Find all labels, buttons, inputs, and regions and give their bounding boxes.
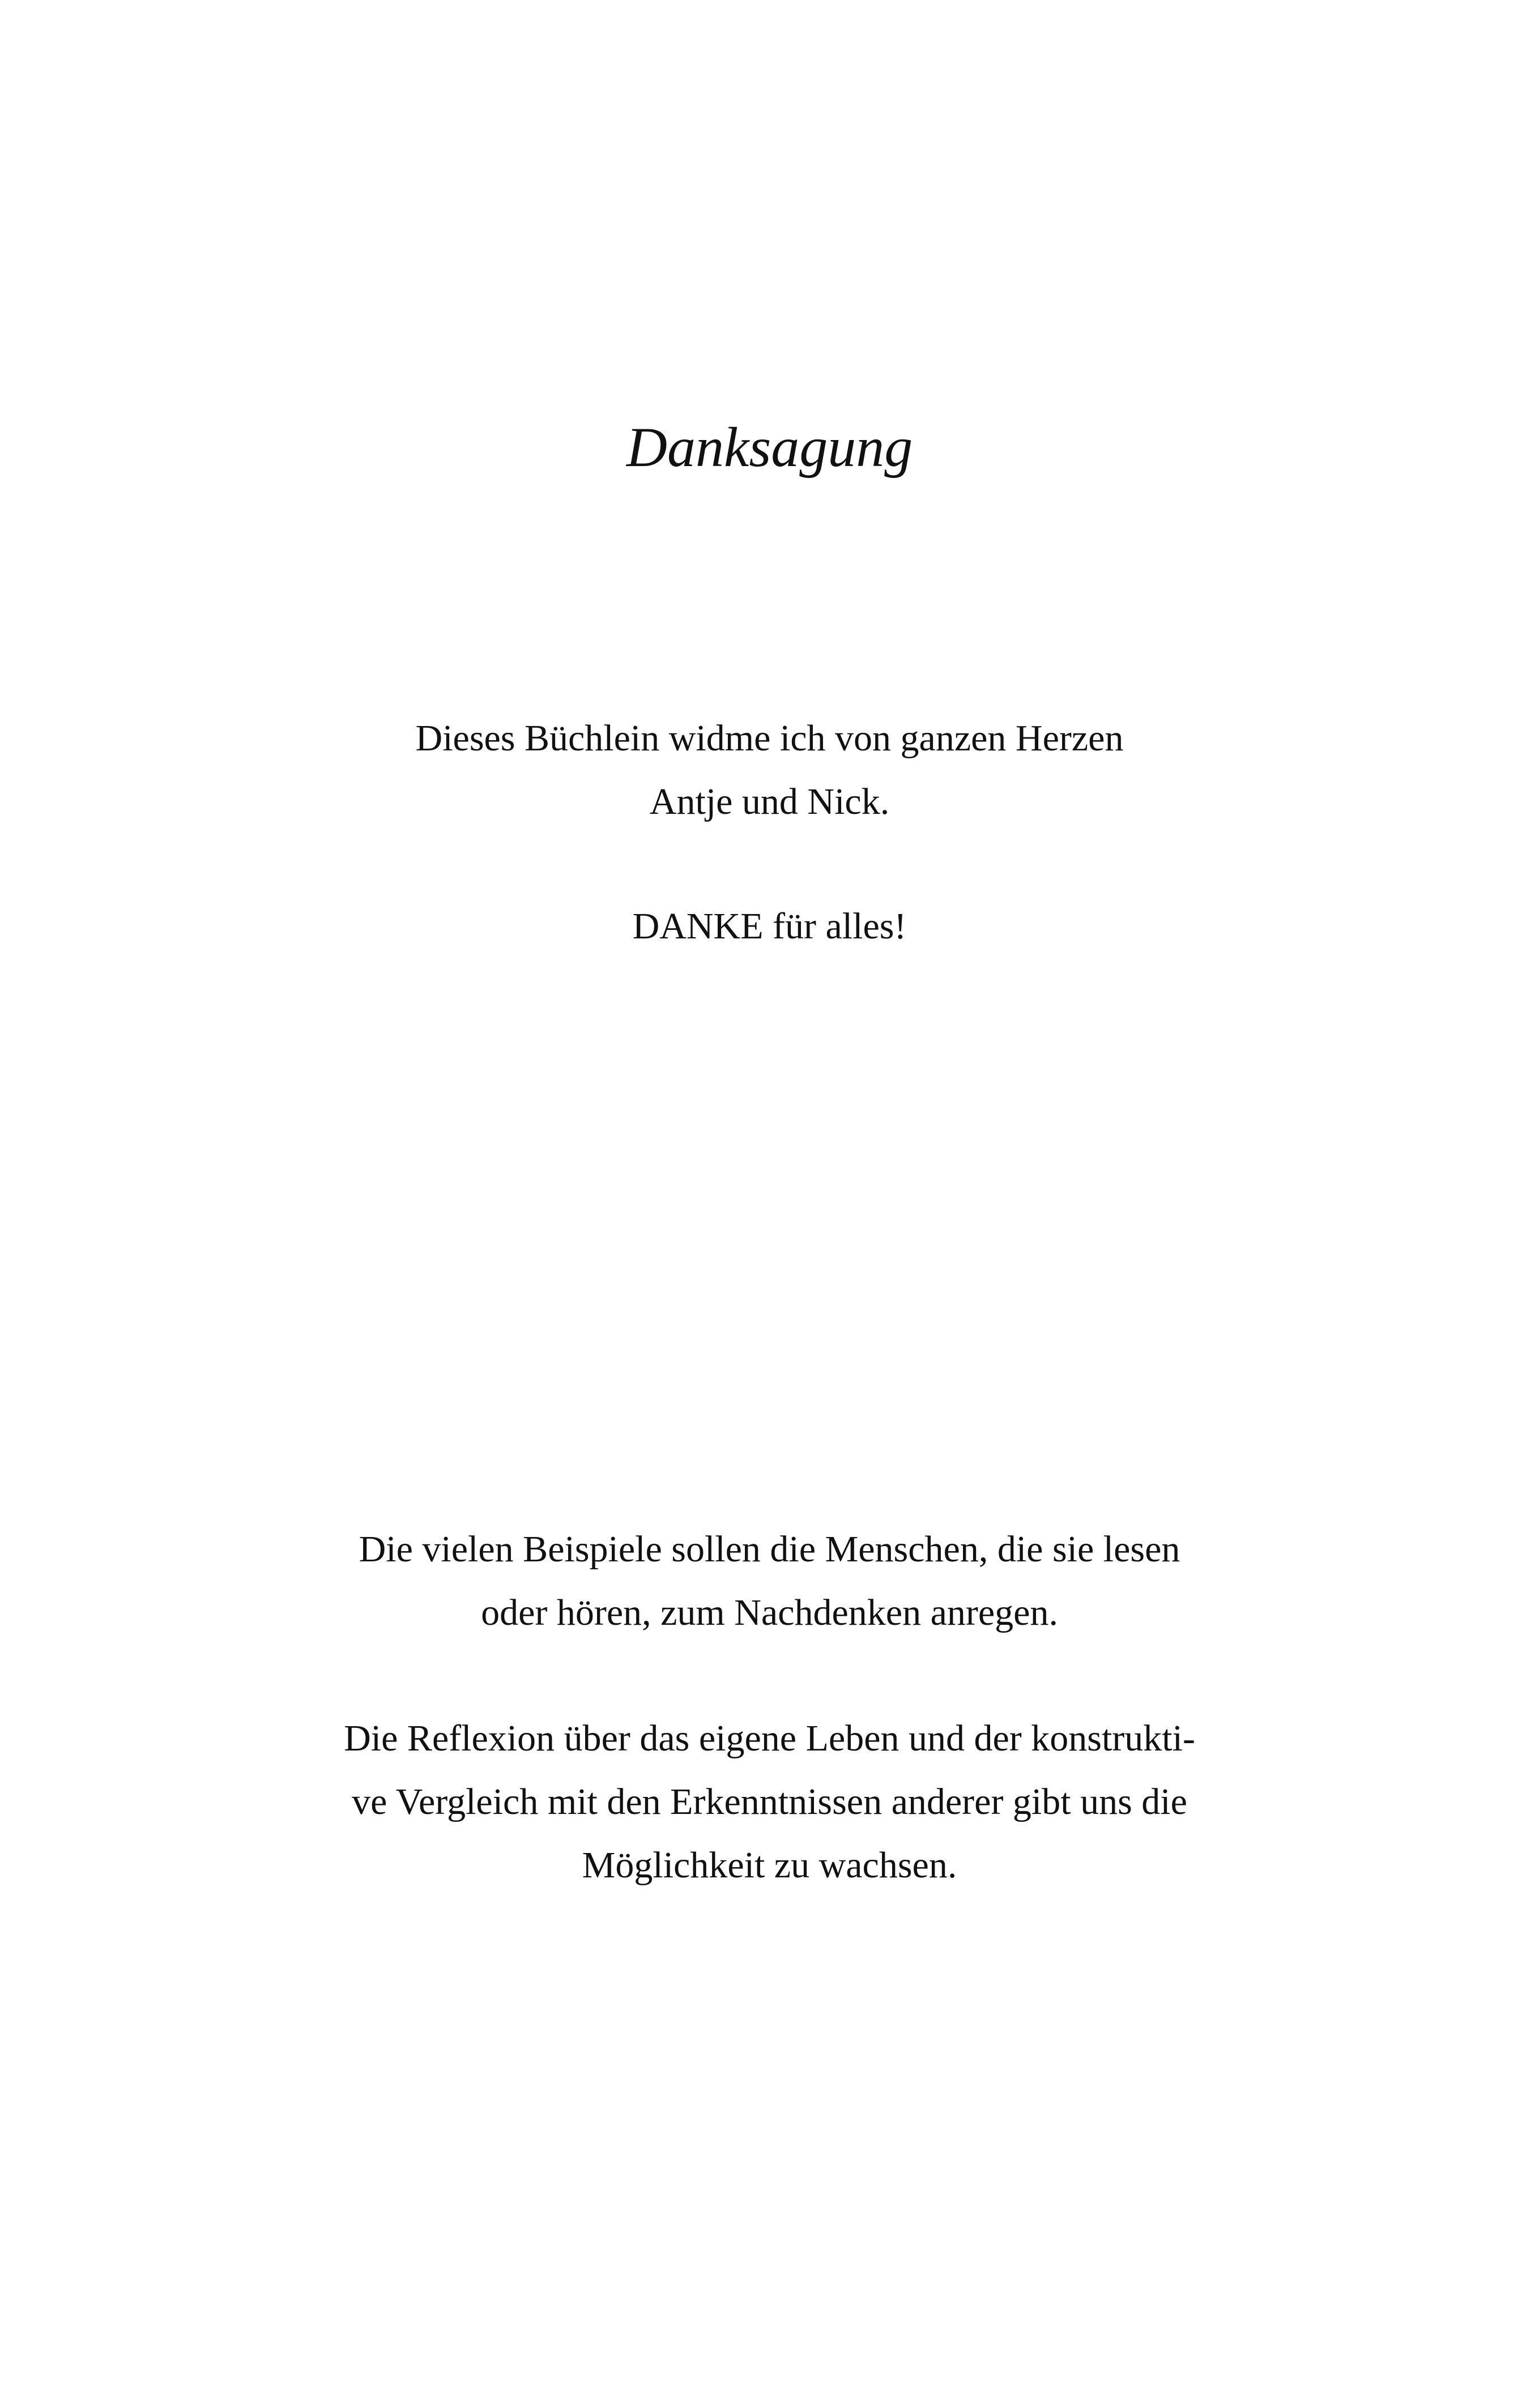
dedication-line: Dieses Büchlein widme ich von ganzen Herzen — [415, 718, 1124, 759]
paragraph-examples — [0, 1518, 1539, 1645]
page-title: Danksagung — [626, 416, 913, 479]
thanks-line: DANKE für alles! — [632, 906, 907, 947]
paragraph-line: Die Reflexion über das eigene Leben und der konstrukti- — [344, 1718, 1195, 1759]
dedication-text — [0, 707, 1539, 834]
paragraph-reflection — [0, 1707, 1539, 1897]
dedication-line: Antje und Nick. — [649, 781, 890, 822]
paragraph-line: ve Vergleich mit den Erkenntnissen anderer gibt uns die — [352, 1781, 1187, 1822]
paragraph-line: Möglichkeit zu wachsen. — [582, 1845, 957, 1886]
paragraph-line: oder hören, zum Nachdenken anregen. — [481, 1592, 1058, 1633]
paragraph-line: Die vielen Beispiele sollen die Menschen, die sie lesen — [359, 1529, 1180, 1570]
